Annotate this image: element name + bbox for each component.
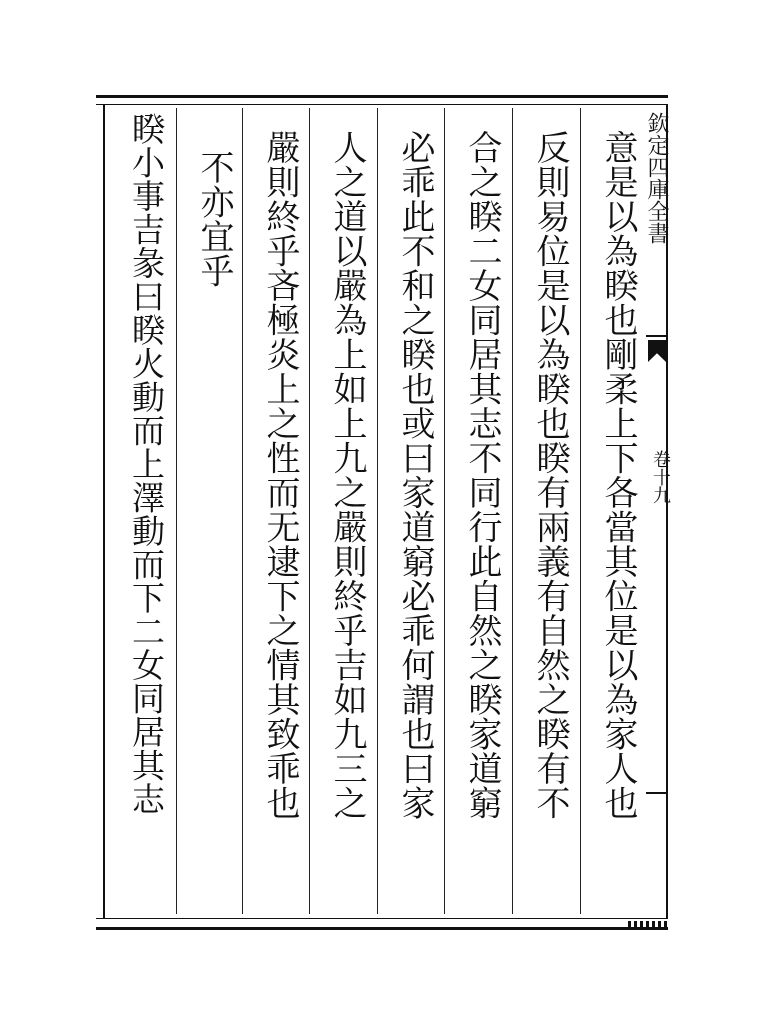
column-divider	[512, 108, 513, 914]
text-column-2: 反則易位是以為睽也睽有兩義有自然之睽有不	[530, 130, 570, 820]
frame-left-border	[103, 104, 105, 919]
text-column-3: 合之睽二女同居其志不同行此自然之睽家道窮	[462, 130, 502, 820]
text-column-4: 必乖此不和之睽也或曰家道窮必乖何謂也曰家	[395, 130, 435, 820]
column-divider	[176, 108, 177, 914]
frame-top-border	[96, 95, 668, 98]
text-column-1: 意是以為睽也剛柔上下各當其位是以為家人也	[598, 130, 638, 820]
frame-top-inner-border	[96, 104, 668, 105]
text-column-8: 睽小事吉彖曰睽火動而上澤動而下二女同居其志	[127, 112, 166, 816]
chapter-label: 卷十九	[650, 450, 671, 504]
column-divider	[242, 108, 243, 914]
text-column-5: 人之道以嚴為上如上九之嚴則終乎吉如九三之	[327, 130, 367, 820]
fish-tail-mark-icon	[648, 340, 666, 362]
column-divider	[580, 108, 581, 914]
column-divider	[444, 108, 445, 914]
ink-mark	[628, 921, 668, 929]
margin-divider-lower	[646, 792, 668, 794]
column-divider	[377, 108, 378, 914]
column-divider	[309, 108, 310, 914]
text-column-7: 不亦宜乎	[194, 150, 234, 288]
frame-bottom-inner-border	[96, 918, 668, 919]
margin-divider	[646, 335, 668, 337]
text-column-6: 嚴則終乎吝極炎上之性而无逮下之情其致乖也	[260, 130, 300, 820]
frame-bottom-border	[96, 927, 668, 930]
book-title: 欽定四庫全書	[644, 112, 669, 244]
